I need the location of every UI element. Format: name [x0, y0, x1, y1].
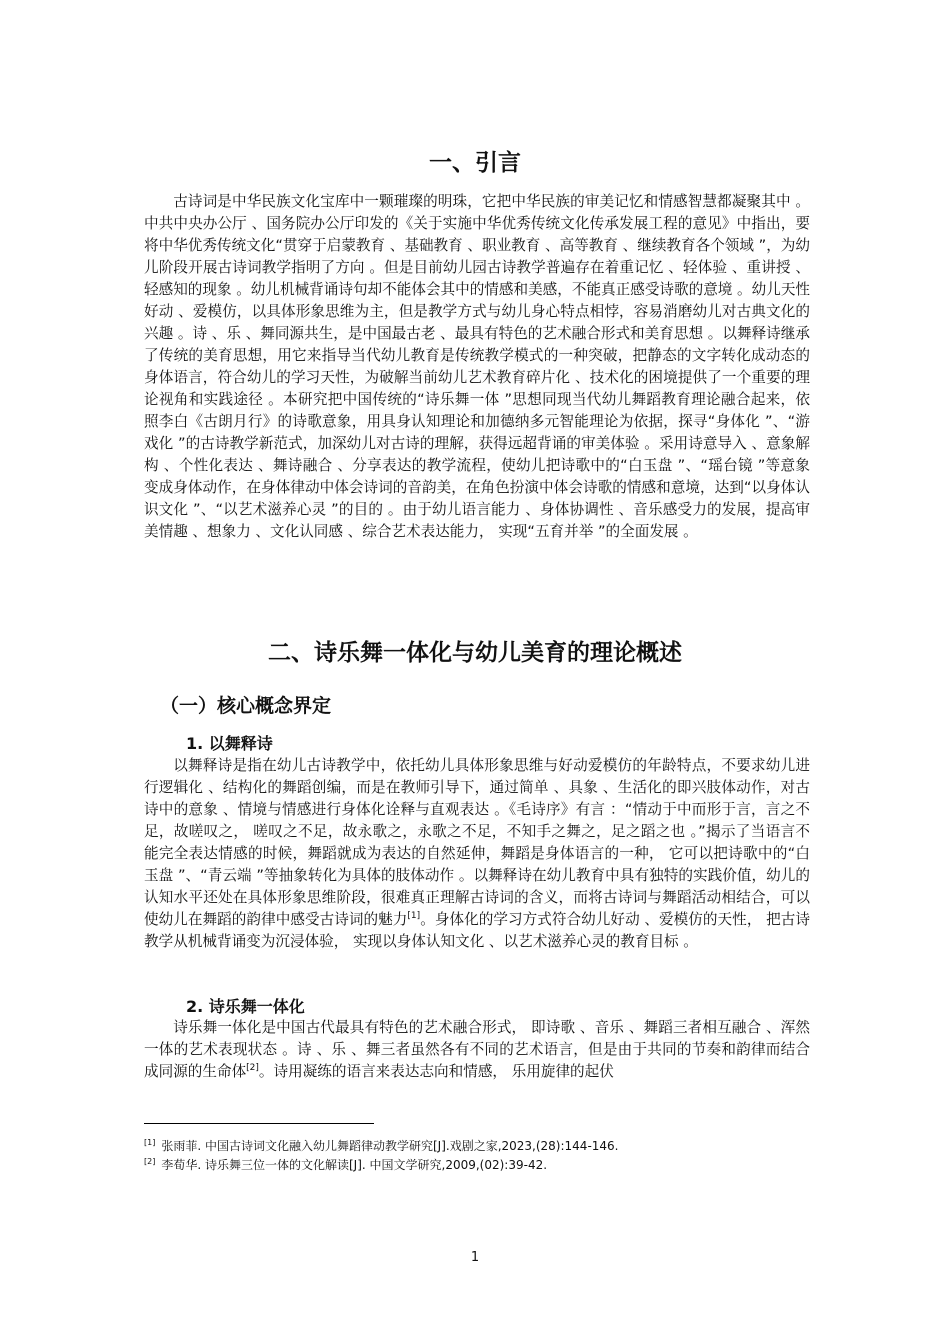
footnote-text: 李荀华. 诗乐舞三位一体的文化解读[J]. 中国文学研究,2009,(02):39-42. [161, 1158, 548, 1172]
footnote-ref-2[interactable]: [2] [246, 1063, 259, 1074]
footnote-2 [144, 1154, 547, 1173]
footnote-number: [1] [144, 1138, 156, 1147]
footnote-number: [2] [144, 1157, 156, 1166]
footnote-text: 张雨菲. 中国古诗词文化融入幼儿舞蹈律动教学研究[J].戏剧之家,2023,(28):144-146. [161, 1139, 619, 1153]
paragraph-poetry-music-dance [144, 1017, 810, 1083]
introduction-paragraph: 古诗词是中华民族文化宝库中一颗璀璨的明珠，它把中华民族的审美记忆和情感智慧都凝聚其中 。中共中央办公厅 、国务院办公厅印发的《关于实施中华优秀传统文化传承发展工程的意见》中指出，要将中华优秀传统文化“贯穿于启蒙教育 、基础教育 、职业教育 、高等教育 、继续教育各个领域 ”，为幼儿阶段开展古诗词教学指明了方向 。但是目前幼儿园古诗教学普遍存在着重记忆 、轻体验 、重讲授 、轻感知的现象 。幼儿机械背诵诗句却不能体会其中的情感和美感，不能真正感受诗歌的意境 。幼儿天性好动 、爱模仿，以具体形象思维为主，但是教学方式与幼儿身心特点相悖，容易消磨幼儿对古典文化的兴趣 。诗 、乐 、舞同源共生，是中国最古老 、最具有特色的艺术融合形式和美育思想 。以舞释诗继承了传统的美育思想，用它来指导当代幼儿教育是传统教学模式的一种突破，把静态的文字转化成动态的身体语言，符合幼儿的学习天性，为破解当前幼儿艺术教育碎片化 、技术化的困境提供了一个重要的理论视角和实践途径 。本研究把中国传统的“诗乐舞一体 ”思想同现当代幼儿舞蹈教育理论融合起来，依照李白《古朗月行》的诗歌意象，用具身认知理论和加德纳多元智能理论为依据，探寻“身体化 ”、“游戏化 ”的古诗教学新范式，加深幼儿对古诗的理解，获得远超背诵的审美体验 。采用诗意导入 、意象解构 、个性化表达 、舞诗融合 、分享表达的教学流程，使幼儿把诗歌中的“白玉盘 ”、“瑶台镜 ”等意象变成身体动作，在身体律动中体会诗词的音韵美，在角色扮演中体会诗歌的情感和意境，达到“以身体认识文化 ”、“以艺术滋养心灵 ”的目的 。由于幼儿语言能力 、身体协调性 、音乐感受力的发展，提高审美情趣 、想象力 、文化认同感 、综合艺术表达能力， 实现“五育并举 ”的全面发展 。 [144, 193, 811, 540]
paragraph-text: 诗乐舞一体化是中国古代最具有特色的艺术融合形式， 即诗歌 、音乐 、舞蹈三者相互融合 、浑然一体的艺术表现状态 。诗 、乐 、舞三者虽然各有不同的艺术语言，但是由于共同的节奏和韵律而结合成同源的生命体 [144, 1019, 810, 1080]
footnote-1 [144, 1135, 619, 1154]
section-heading-introduction: 一、引言 [429, 150, 521, 176]
item-heading-dance-interpret-poem: 1. 以舞释诗 [186, 734, 273, 753]
section-heading-theory: 二、诗乐舞一体化与幼儿美育的理论概述 [268, 640, 682, 666]
paragraph-text: 以舞释诗是指在幼儿古诗教学中，依托幼儿具体形象思维与好动爱模仿的年龄特点，不要求幼儿进行逻辑化 、结构化的舞蹈创编，而是在教师引导下，通过简单 、具象 、生活化的即兴肢体动作，对古诗中的意象 、情境与情感进行身体化诠释与直观表达 。《毛诗序》有言 ：“情动于中而形于言，言之不足，故嗟叹之， 嗟叹之不足，故永歌之，永歌之不足，不知手之舞之，足之蹈之也 。”揭示了当语言不能完全表达情感的时候，舞蹈就成为表达的自然延伸，舞蹈是身体语言的一种， 它可以把诗歌中的“白玉盘 ”、“青云端 ”等抽象转化为具体的肢体动作 。以舞释诗在幼儿教育中具有独特的实践价值，幼儿的认知水平还处在具体形象思维阶段，很难真正理解古诗词的含义，而将古诗词与舞蹈活动相结合，可以使幼儿在舞蹈的韵律中感受古诗词的魅力 [144, 757, 810, 928]
paragraph-text: 。身体化的学习方式符合幼儿好动 、爱模仿的天性， 把古诗教学从机械背诵变为沉浸体验， 实现以身体认知文化 、以艺术滋养心灵的教育目标 。 [144, 911, 810, 950]
footnote-ref-1[interactable]: [1] [407, 911, 421, 922]
paragraph-text: 。诗用凝练的语言来表达志向和情感， 乐用旋律的起伏 [258, 1063, 614, 1080]
item-heading-poetry-music-dance: 2. 诗乐舞一体化 [186, 997, 305, 1016]
subsection-heading-core-concepts: （一）核心概念界定 [160, 695, 332, 717]
footnote-divider [144, 1123, 374, 1124]
page-number: 1 [470, 1250, 480, 1265]
paragraph-dance-interpret-poem [144, 755, 810, 953]
